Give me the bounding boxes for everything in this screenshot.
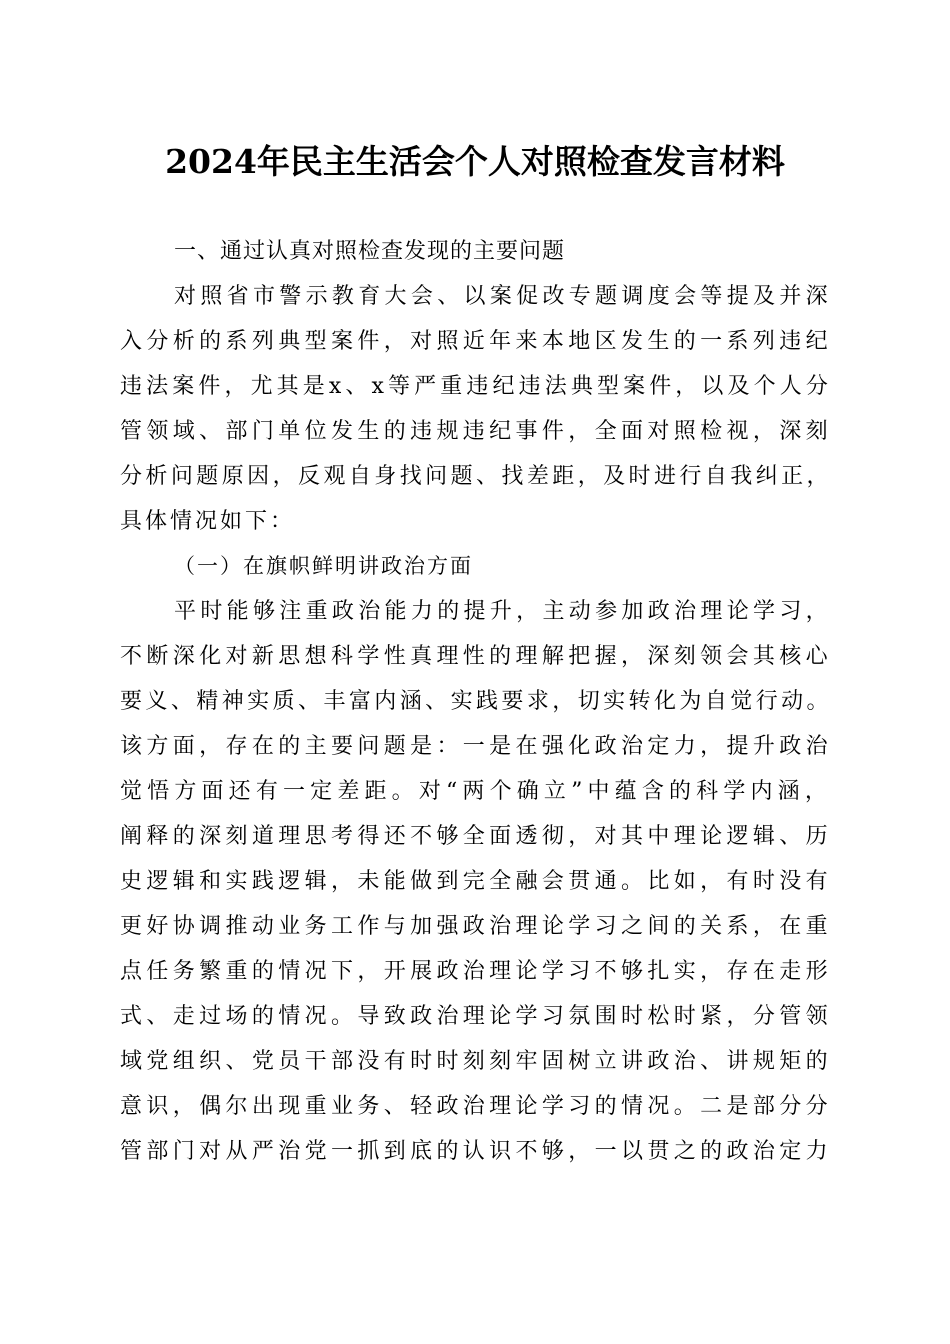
paragraph-line: 史逻辑和实践逻辑，未能做到完全融会贯通。比如，有时没有 (120, 869, 832, 894)
paragraph-line: 要义、精神实质、丰富内涵、实践要求，切实转化为自觉行动。 (120, 689, 832, 714)
paragraph-line: 域党组织、党员干部没有时时刻刻牢固树立讲政治、讲规矩的 (120, 1049, 832, 1074)
paragraph-line: 管部门对从严治党一抓到底的认识不够，一以贯之的政治定力 (120, 1139, 832, 1164)
paragraph-line: 式、走过场的情况。导致政治理论学习氛围时松时紧，分管领 (120, 1004, 832, 1029)
paragraph-line: 入分析的系列典型案件，对照近年来本地区发生的一系列违纪 (120, 329, 832, 354)
subsection-heading: （一）在旗帜鲜明讲政治方面 (174, 554, 473, 578)
paragraph-line: 该方面，存在的主要问题是：一是在强化政治定力，提升政治 (120, 734, 832, 759)
paragraph-line: 具体情况如下： (120, 509, 296, 534)
paragraph-line: 平时能够注重政治能力的提升，主动参加政治理论学习， (174, 599, 832, 624)
paragraph-line: 更好协调推动业务工作与加强政治理论学习之间的关系，在重 (120, 914, 832, 939)
paragraph-line: 觉悟方面还有一定差距。对“两个确立”中蕴含的科学内涵， (120, 779, 832, 804)
paragraph-line: 分析问题原因，反观自身找问题、找差距，及时进行自我纠正， (120, 464, 832, 489)
paragraph-line: 点任务繁重的情况下，开展政治理论学习不够扎实，存在走形 (120, 959, 832, 984)
paragraph-line: 不断深化对新思想科学性真理性的理解把握，深刻领会其核心 (120, 644, 832, 669)
paragraph-line: 管领域、部门单位发生的违规违纪事件，全面对照检视，深刻 (120, 419, 832, 444)
section-heading: 一、通过认真对照检查发现的主要问题 (174, 239, 566, 264)
paragraph-line: 意识，偶尔出现重业务、轻政治理论学习的情况。二是部分分 (120, 1094, 832, 1119)
document-title: 2024年民主生活会个人对照检查发言材料 (165, 142, 785, 181)
paragraph-line: 违法案件，尤其是x、x等严重违纪违法典型案件，以及个人分 (120, 374, 832, 399)
paragraph-line: 对照省市警示教育大会、以案促改专题调度会等提及并深 (174, 284, 832, 309)
paragraph-line: 阐释的深刻道理思考得还不够全面透彻，对其中理论逻辑、历 (120, 824, 832, 849)
